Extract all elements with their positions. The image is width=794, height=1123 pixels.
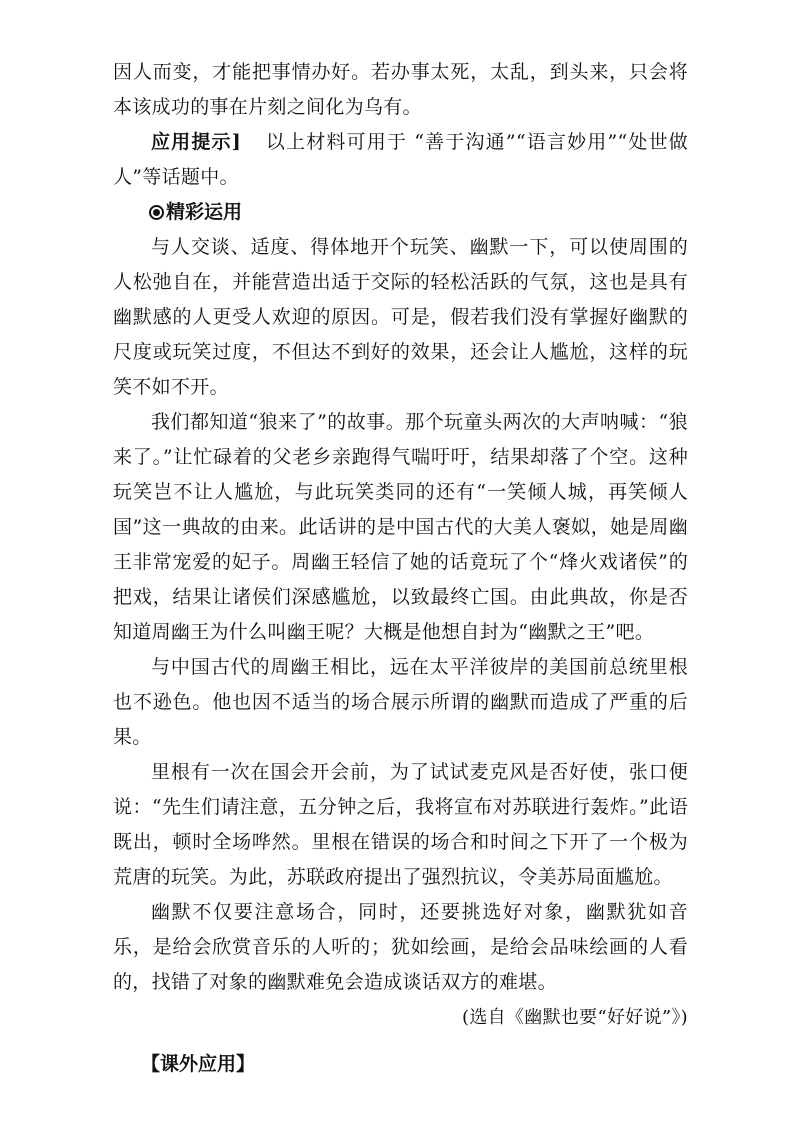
body-paragraph: 我们都知道“狼来了”的故事。那个玩童头两次的大声呐喊：“狼来了。”让忙碌着的父老乡亲跑得气喘吁吁，结果却落了个空。这种玩笑岂不让人尴尬，与此玩笑类同的还有“一笑倾人城，再笑倾人国”这一典故的由来。此话讲的是中国古代的大美人褒姒，她是周幽王非常宠爱的妃子。周幽王轻信了她的话竟玩了个“烽火戏诸侯”的把戏，结果让诸侯们深感尴尬，以致最终亡国。由此典故，你是否知道周幽王为什么叫幽王呢？大概是他想自封为“幽默之王”吧。 <box>113 411 688 643</box>
hint-label: 应用提示] <box>151 131 241 153</box>
intro-paragraph: 因人而变，才能把事情办好。若办事太死，太乱，到头来，只会将本该成功的事在片刻之间化为乌有。 <box>113 61 688 118</box>
body-paragraph: 里根有一次在国会开会前，为了试试麦克风是否好使，张口便说：“先生们请注意，五分钟之后，我将宣布对苏联进行轰炸。”此语既出，顿时全场哗然。里根在错误的场合和时间之下开了一个极为荒唐的玩笑。为此，苏联政府提出了强烈抗议，令美苏局面尴尬。 <box>113 761 688 888</box>
body-paragraph: 与人交谈、适度、得体地开个玩笑、幽默一下，可以使周围的人松弛自在，并能营造出适于交际的轻松活跃的气氛，这也是具有幽默感的人更受人欢迎的原因。可是，假若我们没有掌握好幽默的尺度或玩笑过度，不但达不到好的效果，还会让人尴尬，这样的玩笑不如不开。 <box>113 236 688 398</box>
body-paragraph: 幽默不仅要注意场合，同时，还要挑选好对象，幽默犹如音乐，是给会欣赏音乐的人听的；犹如绘画，是给会品味绘画的人看的，找错了对象的幽默难免会造成谈话双方的难堪。 <box>113 901 688 993</box>
source-citation: (选自《幽默也要“好好说”》) <box>462 1007 688 1028</box>
hint-text: 以上材料可用于 “善于沟通”“语言妙用”“处世做人”等话题中。 <box>113 131 688 188</box>
section-heading <box>113 195 688 230</box>
document-page <box>113 55 688 1082</box>
section-title: 精彩运用 <box>166 201 243 223</box>
body-paragraph: 与中国古代的周幽王相比，远在太平洋彼岸的美国前总统里根也不逊色。他也因不适当的场合展示所谓的幽默而造成了严重的后果。 <box>113 656 688 748</box>
extracurricular-heading: 【课外应用】 <box>141 1053 256 1075</box>
circled-dot-icon <box>149 205 164 220</box>
application-hint <box>113 125 688 195</box>
